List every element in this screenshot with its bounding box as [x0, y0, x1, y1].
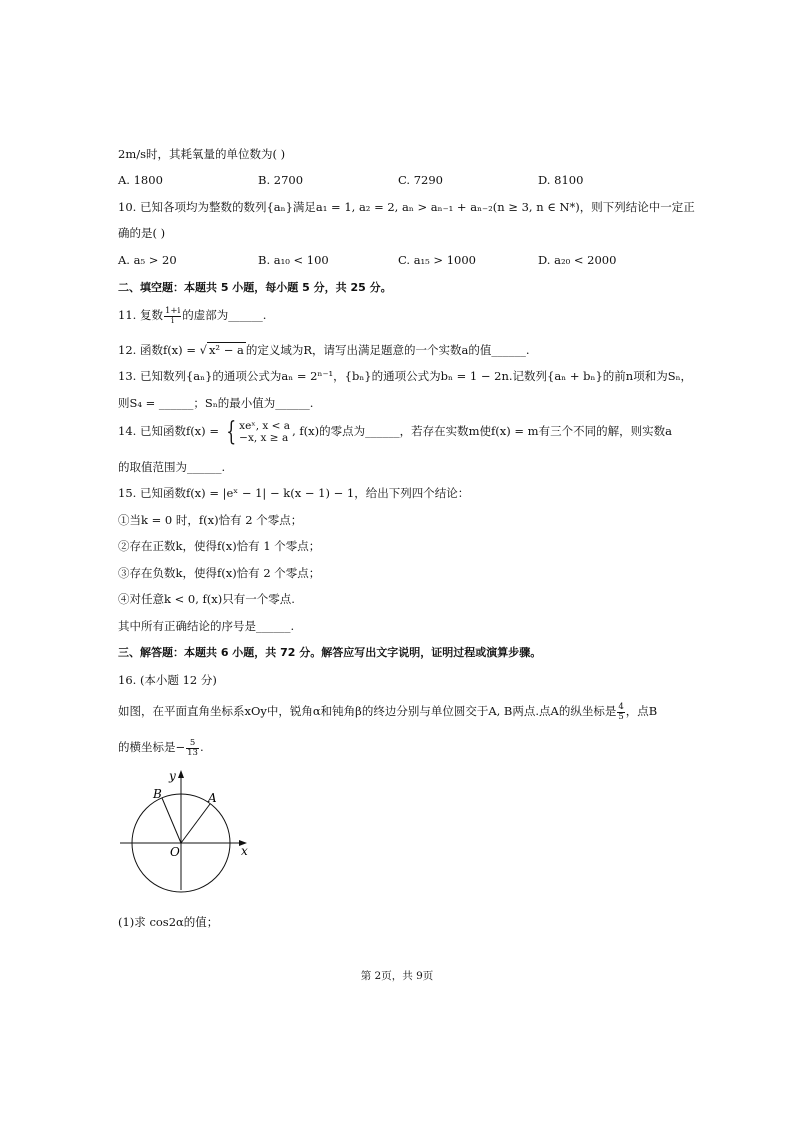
q14-pre: 14. 已知函数f(x) =	[118, 424, 223, 438]
q16-stem-line1	[118, 702, 657, 722]
q15-item-3: ③存在负数k，使得f(x)恰有 2 个零点；	[118, 566, 321, 580]
q11-pre: 11. 复数	[118, 308, 163, 322]
q11-stem	[118, 306, 266, 326]
q12-pre: 12. 函数f(x) =	[118, 343, 200, 357]
q11-frac-num: 1+i	[164, 305, 181, 316]
q16-part-1: (1)求 cos2α的值；	[118, 915, 219, 929]
y-axis-label: y	[169, 769, 176, 783]
q10-option-d: D. a₂₀ < 2000	[538, 253, 617, 267]
q14-stem-line2: 的取值范围为______.	[118, 460, 226, 474]
q9-option-a: A. 1800	[118, 173, 163, 187]
q9-option-d: D. 8100	[538, 173, 584, 187]
q10-option-b: B. a₁₀ < 100	[258, 253, 329, 267]
q16-title: 16. (本小题 12 分)	[118, 673, 217, 687]
q12-stem	[118, 341, 530, 359]
q15-item-1: ①当k = 0 时，f(x)恰有 2 个零点；	[118, 513, 303, 527]
q14-brace: {	[225, 417, 236, 447]
q16-frac1-num: 4	[618, 701, 624, 712]
section-fill-in-heading: 二、填空题：本题共 5 小题，每小题 5 分，共 25 分。	[118, 281, 392, 294]
q16-stem-line2	[118, 738, 204, 758]
q16-fraction-1	[617, 703, 624, 722]
q12-radicand: x² − a	[208, 343, 244, 357]
q15-item-4: ④对任意k < 0, f(x)只有一个零点.	[118, 592, 295, 606]
x-axis-label: x	[241, 844, 248, 858]
q16-line2-pre: 的横坐标是−	[118, 740, 186, 754]
q10-options	[118, 251, 678, 269]
q12-post: 的定义域为R，请写出满足题意的一个实数a的值______.	[245, 343, 530, 357]
section-solutions-heading: 三、解答题：本题共 6 小题，共 72 分。解答应写出文字说明，证明过程或演算步骤。	[118, 646, 542, 659]
q13-stem-line1: 13. 已知数列{aₙ}的通项公式为aₙ = 2ⁿ⁻¹，{bₙ}的通项公式为bₙ = 1 − 2n.记数列{aₙ + bₙ}的前n项和为Sₙ，	[118, 369, 693, 383]
page-footer: 第 2页，共 9页	[360, 970, 434, 982]
q16-frac2-num: 5	[186, 739, 199, 749]
terminal-side-alpha	[181, 804, 210, 843]
q10-stem-line1: 10. 已知各项均为整数的数列{aₙ}满足a₁ = 1, a₂ = 2, aₙ > aₙ₋₁ + aₙ₋₂(n ≥ 3, n ∈ N*)，则下列结论中一定正	[118, 200, 695, 214]
q12-radical-sign: √	[199, 343, 207, 357]
origin-label: O	[170, 845, 180, 859]
q11-post: 的虚部为______.	[182, 308, 267, 322]
q15-conclusion: 其中所有正确结论的序号是______.	[118, 619, 295, 633]
q16-line1-pre: 如图，在平面直角坐标系xOy中，锐角α和钝角β的终边分别与单位圆交于A, B两点.点A的纵坐标是	[118, 704, 617, 718]
q10-stem-line2: 确的是( )	[118, 226, 166, 240]
q11-fraction	[164, 307, 181, 326]
y-axis-arrow-icon	[178, 770, 184, 778]
point-a-label: A	[208, 791, 217, 805]
q16-fraction-2	[186, 739, 199, 758]
q9-options	[118, 171, 678, 189]
unit-circle-figure	[115, 764, 255, 896]
q14-stem-line1	[118, 417, 672, 447]
q9-option-c: C. 7290	[398, 173, 443, 187]
q14-piecewise	[239, 420, 290, 444]
q9-option-b: B. 2700	[258, 173, 304, 187]
point-b-label: B	[153, 787, 162, 801]
q14-post: , f(x)的零点为______，若存在实数m使f(x) = m有三个不同的解，则实数a	[292, 424, 672, 438]
q16-line2-post: .	[199, 740, 204, 754]
q16-line1-post: ，点B	[625, 704, 658, 718]
q15-stem: 15. 已知函数f(x) = |eˣ − 1| − k(x − 1) − 1，给出下列四个结论：	[118, 486, 470, 500]
q13-stem-line2: 则S₄ = ______；Sₙ的最小值为______.	[118, 396, 314, 410]
q10-option-a: A. a₅ > 20	[118, 253, 177, 267]
q11-frac-den: i	[171, 315, 174, 326]
q14-case2: −x, x ≥ a	[239, 432, 289, 444]
q9-stem-tail: 2m/s时，其耗氧量的单位数为( )	[118, 147, 286, 161]
q10-option-c: C. a₁₅ > 1000	[398, 253, 476, 267]
terminal-side-beta	[162, 798, 181, 843]
q15-item-2: ②存在正数k，使得f(x)恰有 1 个零点；	[118, 539, 321, 553]
q14-case1: xeˣ, x < a	[239, 420, 291, 432]
q16-frac2-den: 13	[187, 747, 198, 758]
q16-frac1-den: 5	[618, 711, 624, 722]
